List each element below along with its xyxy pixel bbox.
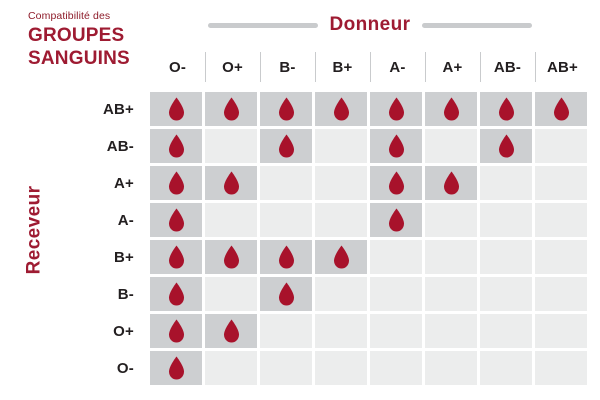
grid-row [150,166,590,200]
column-header-Bplus [315,48,370,86]
cell-AB+-B+[interactable] [315,92,367,126]
cell-O--AB-[interactable] [480,351,532,385]
cell-B+-AB+[interactable] [535,240,587,274]
column-header-Ominus [150,48,205,86]
column-header-Aplus [425,48,480,86]
cell-O--A+[interactable] [425,351,477,385]
donor-rule-left [208,23,318,28]
chart-title-block [28,10,148,69]
cell-B--O+[interactable] [205,277,257,311]
cell-O+-A+[interactable] [425,314,477,348]
cell-B+-B+[interactable] [315,240,367,274]
cell-A+-B-[interactable] [260,166,312,200]
cell-O+-A-[interactable] [370,314,422,348]
cell-A+-AB+[interactable] [535,166,587,200]
cell-B--AB-[interactable] [480,277,532,311]
cell-B--B+[interactable] [315,277,367,311]
column-header-ABminus [480,48,535,86]
blood-drop-icon [168,97,185,121]
blood-drop-icon [553,97,570,121]
column-header-label: O- [168,58,187,76]
row-header-Ominus [60,351,144,385]
donor-rule-right [422,23,532,28]
cell-B+-B-[interactable] [260,240,312,274]
cell-O+-AB+[interactable] [535,314,587,348]
row-header-ABminus [60,129,144,163]
column-header-row [150,48,590,86]
cell-O--A-[interactable] [370,351,422,385]
blood-drop-icon [168,319,185,343]
blood-drop-icon [278,97,295,121]
cell-A+-A+[interactable] [425,166,477,200]
blood-drop-icon [223,245,240,269]
row-label-column [60,92,144,388]
chart-title-kicker: Compatibilité des [28,10,111,22]
cell-O+-AB-[interactable] [480,314,532,348]
blood-drop-icon [498,97,515,121]
column-header-ABplus [535,48,590,86]
chart-title-line2: SANGUINS [28,48,130,69]
cell-O--O+[interactable] [205,351,257,385]
cell-O--O-[interactable] [150,351,202,385]
chart-title-line1: GROUPES [28,25,125,46]
grid-row [150,277,590,311]
row-header-ABplus [60,92,144,126]
cell-A+-AB-[interactable] [480,166,532,200]
blood-drop-icon [388,97,405,121]
cell-O--B+[interactable] [315,351,367,385]
cell-A--A-[interactable] [370,203,422,237]
cell-B+-AB-[interactable] [480,240,532,274]
column-header-label: AB- [493,58,522,76]
cell-O+-O+[interactable] [205,314,257,348]
donor-axis-header [150,12,590,38]
cell-AB--B-[interactable] [260,129,312,163]
column-header-label: B+ [332,58,353,76]
cell-B--AB+[interactable] [535,277,587,311]
recipient-axis-header [14,150,54,310]
blood-drop-icon [388,134,405,158]
cell-B--B-[interactable] [260,277,312,311]
cell-A--O-[interactable] [150,203,202,237]
cell-AB--A+[interactable] [425,129,477,163]
blood-drop-icon [388,208,405,232]
grid-row [150,351,590,385]
cell-A+-B+[interactable] [315,166,367,200]
cell-B+-O+[interactable] [205,240,257,274]
grid-row [150,314,590,348]
blood-drop-icon [168,356,185,380]
cell-O--AB+[interactable] [535,351,587,385]
row-header-label: O+ [113,322,134,340]
column-header-Oplus [205,48,260,86]
cell-A--AB-[interactable] [480,203,532,237]
cell-B--O-[interactable] [150,277,202,311]
cell-O+-O-[interactable] [150,314,202,348]
row-header-label: A+ [114,174,134,192]
compatibility-grid [150,92,590,388]
cell-B+-A+[interactable] [425,240,477,274]
column-header-label: A- [389,58,406,76]
column-header-label: AB+ [546,58,579,76]
column-header-Aminus [370,48,425,86]
cell-AB--O+[interactable] [205,129,257,163]
grid-row [150,203,590,237]
cell-A+-O+[interactable] [205,166,257,200]
cell-B+-A-[interactable] [370,240,422,274]
column-header-label: B- [279,58,296,76]
cell-AB--AB+[interactable] [535,129,587,163]
cell-AB+-A+[interactable] [425,92,477,126]
cell-O+-B-[interactable] [260,314,312,348]
blood-drop-icon [223,319,240,343]
grid-row [150,240,590,274]
cell-A+-A-[interactable] [370,166,422,200]
blood-drop-icon [168,208,185,232]
blood-drop-icon [278,282,295,306]
grid-row [150,129,590,163]
donor-axis-label: Donneur [329,14,411,35]
recipient-axis-label: Receveur [23,185,45,275]
blood-drop-icon [333,97,350,121]
cell-AB--O-[interactable] [150,129,202,163]
column-header-label: O+ [222,58,243,76]
blood-drop-icon [498,134,515,158]
cell-AB+-A-[interactable] [370,92,422,126]
row-header-Aplus [60,166,144,200]
cell-AB+-B-[interactable] [260,92,312,126]
row-header-label: O- [116,359,134,377]
cell-A+-O-[interactable] [150,166,202,200]
blood-drop-icon [168,134,185,158]
grid-row [150,92,590,126]
column-header-Bminus [260,48,315,86]
row-header-Aminus [60,203,144,237]
cell-AB+-AB-[interactable] [480,92,532,126]
blood-drop-icon [223,171,240,195]
row-header-Bminus [60,277,144,311]
blood-drop-icon [443,97,460,121]
blood-drop-icon [168,171,185,195]
blood-drop-icon [278,134,295,158]
cell-AB+-AB+[interactable] [535,92,587,126]
cell-AB--B+[interactable] [315,129,367,163]
cell-AB+-O+[interactable] [205,92,257,126]
cell-B+-O-[interactable] [150,240,202,274]
blood-drop-icon [223,97,240,121]
blood-drop-icon [168,245,185,269]
cell-O+-B+[interactable] [315,314,367,348]
cell-AB+-O-[interactable] [150,92,202,126]
blood-drop-icon [278,245,295,269]
cell-A--B+[interactable] [315,203,367,237]
blood-drop-icon [388,171,405,195]
row-header-label: B- [117,285,134,303]
cell-A--AB+[interactable] [535,203,587,237]
cell-A--A+[interactable] [425,203,477,237]
blood-drop-icon [168,282,185,306]
row-header-label: AB- [106,137,134,155]
blood-drop-icon [443,171,460,195]
row-header-Oplus [60,314,144,348]
cell-A--B-[interactable] [260,203,312,237]
cell-AB--AB-[interactable] [480,129,532,163]
cell-B--A+[interactable] [425,277,477,311]
cell-B--A-[interactable] [370,277,422,311]
cell-A--O+[interactable] [205,203,257,237]
row-header-label: AB+ [102,100,134,118]
column-header-label: A+ [442,58,463,76]
row-header-Bplus [60,240,144,274]
row-header-label: A- [117,211,134,229]
row-header-label: B+ [114,248,134,266]
cell-AB--A-[interactable] [370,129,422,163]
blood-drop-icon [333,245,350,269]
cell-O--B-[interactable] [260,351,312,385]
